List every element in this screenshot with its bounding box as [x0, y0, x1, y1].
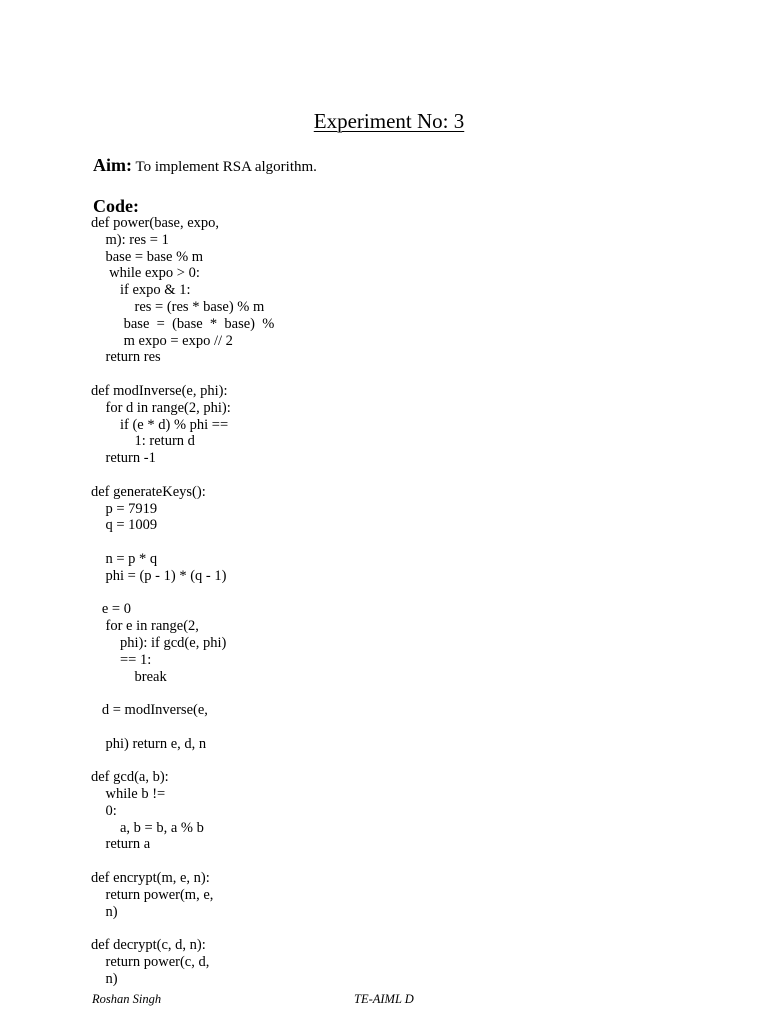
- code-line: for e in range(2,: [91, 618, 199, 635]
- code-line: [91, 753, 274, 770]
- code-line: while expo > 0:: [91, 265, 200, 282]
- code-line: [91, 853, 274, 870]
- code-line: return a: [91, 836, 151, 853]
- code-line: phi) return e, d, n: [91, 735, 207, 752]
- code-line: e = 0: [91, 601, 131, 618]
- code-line: d = modInverse(e,: [91, 702, 208, 719]
- code-line: def generateKeys():: [91, 483, 206, 500]
- code-line: if (e * d) % phi ==: [91, 416, 229, 433]
- aim-line: [93, 155, 317, 176]
- code-line: return power(c, d,: [91, 954, 210, 971]
- page-title: Experiment No: 3: [313, 109, 465, 133]
- code-line: [91, 366, 274, 383]
- code-line: a, b = b, a % b: [91, 819, 204, 836]
- code-line: def encrypt(m, e, n):: [91, 870, 210, 887]
- aim-text: To implement RSA algorithm.: [132, 159, 317, 175]
- code-line: return res: [91, 349, 161, 366]
- code-line: 1: return d: [91, 433, 195, 450]
- code-line: n = p * q: [91, 550, 158, 567]
- code-heading: Code:: [93, 196, 139, 216]
- code-line: [91, 534, 274, 551]
- footer-author: Roshan Singh: [92, 992, 162, 1006]
- code-line: [91, 585, 274, 602]
- aim-label: Aim:: [93, 155, 132, 175]
- code-line: [91, 685, 274, 702]
- code-line: def decrypt(c, d, n):: [91, 937, 206, 954]
- code-line: n): [91, 903, 118, 920]
- code-line: if expo & 1:: [91, 282, 191, 299]
- code-line: == 1:: [91, 651, 152, 668]
- code-line: def modInverse(e, phi):: [91, 382, 228, 399]
- code-line: q = 1009: [91, 517, 158, 534]
- code-line: 0:: [91, 802, 117, 819]
- code-line: while b !=: [91, 786, 166, 803]
- code-line: phi): if gcd(e, phi): [91, 634, 227, 651]
- code-line: m): res = 1: [91, 231, 169, 248]
- code-line: base = (base * base) %: [91, 315, 275, 332]
- code-line: return -1: [91, 450, 156, 467]
- code-line: base = base % m: [91, 248, 204, 265]
- code-line: return power(m, e,: [91, 886, 214, 903]
- code-line: [91, 467, 274, 484]
- code-line: res = (res * base) % m: [91, 298, 265, 315]
- code-line: break: [91, 668, 167, 685]
- code-line: [91, 920, 274, 937]
- code-line: p = 7919: [91, 500, 158, 517]
- code-line: def gcd(a, b):: [91, 769, 169, 786]
- code-line: m expo = expo // 2: [91, 332, 233, 349]
- code-line: [91, 719, 274, 736]
- code-block: [91, 215, 274, 988]
- code-line: for d in range(2, phi):: [91, 399, 231, 416]
- code-line: n): [91, 970, 118, 987]
- footer-class: TE-AIML D: [354, 992, 414, 1006]
- code-line: def power(base, expo,: [91, 215, 220, 231]
- code-line: phi = (p - 1) * (q - 1): [91, 567, 227, 584]
